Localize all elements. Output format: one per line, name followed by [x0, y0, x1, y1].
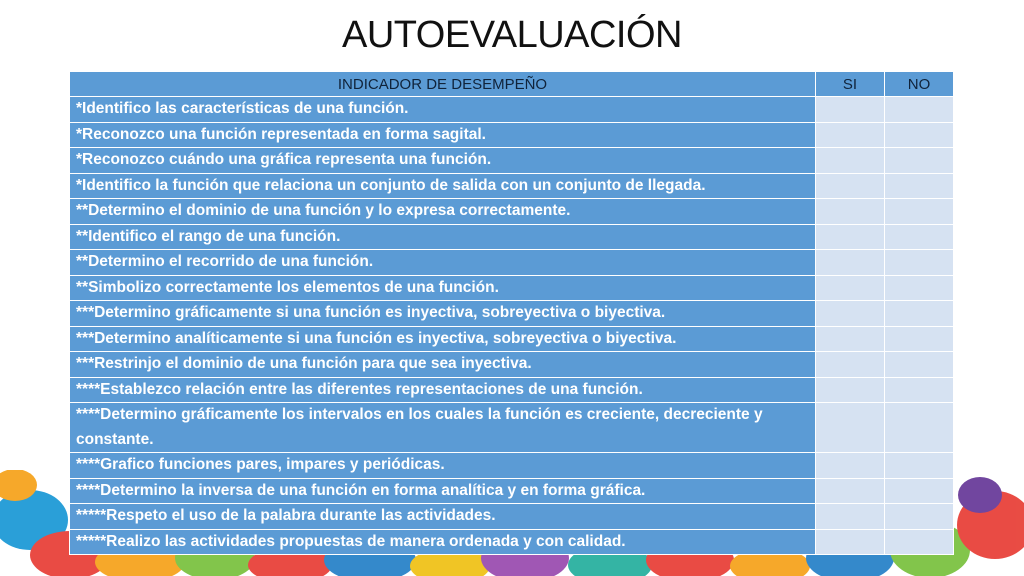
- yes-cell[interactable]: [816, 326, 885, 352]
- yes-cell[interactable]: [816, 250, 885, 276]
- no-cell[interactable]: [885, 377, 954, 403]
- no-cell[interactable]: [885, 224, 954, 250]
- yes-cell[interactable]: [816, 504, 885, 530]
- indicator-column-header: INDICADOR DE DESEMPEÑO: [70, 72, 816, 97]
- self-assessment-table: [69, 71, 954, 555]
- yes-column-header: SI: [816, 72, 885, 97]
- table-row: [70, 97, 954, 123]
- yes-cell[interactable]: [816, 377, 885, 403]
- table-row: [70, 453, 954, 479]
- indicator-cell: ****Determino la inversa de una función en forma analítica y en forma gráfica.: [70, 478, 816, 504]
- yes-cell[interactable]: [816, 173, 885, 199]
- no-cell[interactable]: [885, 504, 954, 530]
- indicator-cell: *Reconozco una función representada en forma sagital.: [70, 122, 816, 148]
- no-cell[interactable]: [885, 275, 954, 301]
- yes-cell[interactable]: [816, 224, 885, 250]
- yes-cell[interactable]: [816, 97, 885, 123]
- indicator-cell: **Simbolizo correctamente los elementos de una función.: [70, 275, 816, 301]
- indicator-cell: *Identifico la función que relaciona un conjunto de salida con un conjunto de llegada.: [70, 173, 816, 199]
- no-cell[interactable]: [885, 326, 954, 352]
- indicator-cell: **Determino el dominio de una función y lo expresa correctamente.: [70, 199, 816, 225]
- no-cell[interactable]: [885, 122, 954, 148]
- indicator-cell: **Determino el recorrido de una función.: [70, 250, 816, 276]
- table-row: [70, 377, 954, 403]
- indicator-cell: *Reconozco cuándo una gráfica representa una función.: [70, 148, 816, 174]
- yes-cell[interactable]: [816, 529, 885, 555]
- no-cell[interactable]: [885, 97, 954, 123]
- yes-cell[interactable]: [816, 352, 885, 378]
- indicator-cell: **Identifico el rango de una función.: [70, 224, 816, 250]
- yes-cell[interactable]: [816, 148, 885, 174]
- page-title: AUTOEVALUACIÓN: [341, 14, 682, 56]
- indicator-cell: ***Determino analíticamente si una función es inyectiva, sobreyectiva o biyectiva.: [70, 326, 816, 352]
- no-cell[interactable]: [885, 478, 954, 504]
- indicator-cell: ****Establezco relación entre las diferentes representaciones de una función.: [70, 377, 816, 403]
- yes-cell[interactable]: [816, 403, 885, 453]
- table-row: [70, 301, 954, 327]
- table-row: [70, 224, 954, 250]
- no-cell[interactable]: [885, 173, 954, 199]
- no-cell[interactable]: [885, 199, 954, 225]
- table-row: [70, 504, 954, 530]
- no-column-header: NO: [885, 72, 954, 97]
- yes-cell[interactable]: [816, 122, 885, 148]
- no-cell[interactable]: [885, 403, 954, 453]
- yes-cell[interactable]: [816, 275, 885, 301]
- indicator-cell: ***Determino gráficamente si una función es inyectiva, sobreyectiva o biyectiva.: [70, 301, 816, 327]
- table-row: [70, 148, 954, 174]
- no-cell[interactable]: [885, 250, 954, 276]
- table-row: [70, 529, 954, 555]
- table-row: [70, 478, 954, 504]
- indicator-cell: *****Respeto el uso de la palabra durante las actividades.: [70, 504, 816, 530]
- yes-cell[interactable]: [816, 301, 885, 327]
- table-row: [70, 122, 954, 148]
- no-cell[interactable]: [885, 529, 954, 555]
- no-cell[interactable]: [885, 352, 954, 378]
- yes-cell[interactable]: [816, 453, 885, 479]
- indicator-cell: *Identifico las características de una función.: [70, 97, 816, 123]
- indicator-cell: *****Realizo las actividades propuestas de manera ordenada y con calidad.: [70, 529, 816, 555]
- yes-cell[interactable]: [816, 199, 885, 225]
- indicator-cell: ***Restrinjo el dominio de una función para que sea inyectiva.: [70, 352, 816, 378]
- indicator-cell: ****Determino gráficamente los intervalos en los cuales la función es creciente, decreciente y constante.: [70, 403, 816, 453]
- table-header-row: [70, 72, 954, 97]
- no-cell[interactable]: [885, 453, 954, 479]
- no-cell[interactable]: [885, 301, 954, 327]
- table-row: [70, 250, 954, 276]
- table-row: [70, 173, 954, 199]
- table-row: [70, 275, 954, 301]
- table-row: [70, 403, 954, 453]
- table-row: [70, 326, 954, 352]
- table-row: [70, 352, 954, 378]
- no-cell[interactable]: [885, 148, 954, 174]
- yes-cell[interactable]: [816, 478, 885, 504]
- indicator-cell: ****Grafico funciones pares, impares y periódicas.: [70, 453, 816, 479]
- table-row: [70, 199, 954, 225]
